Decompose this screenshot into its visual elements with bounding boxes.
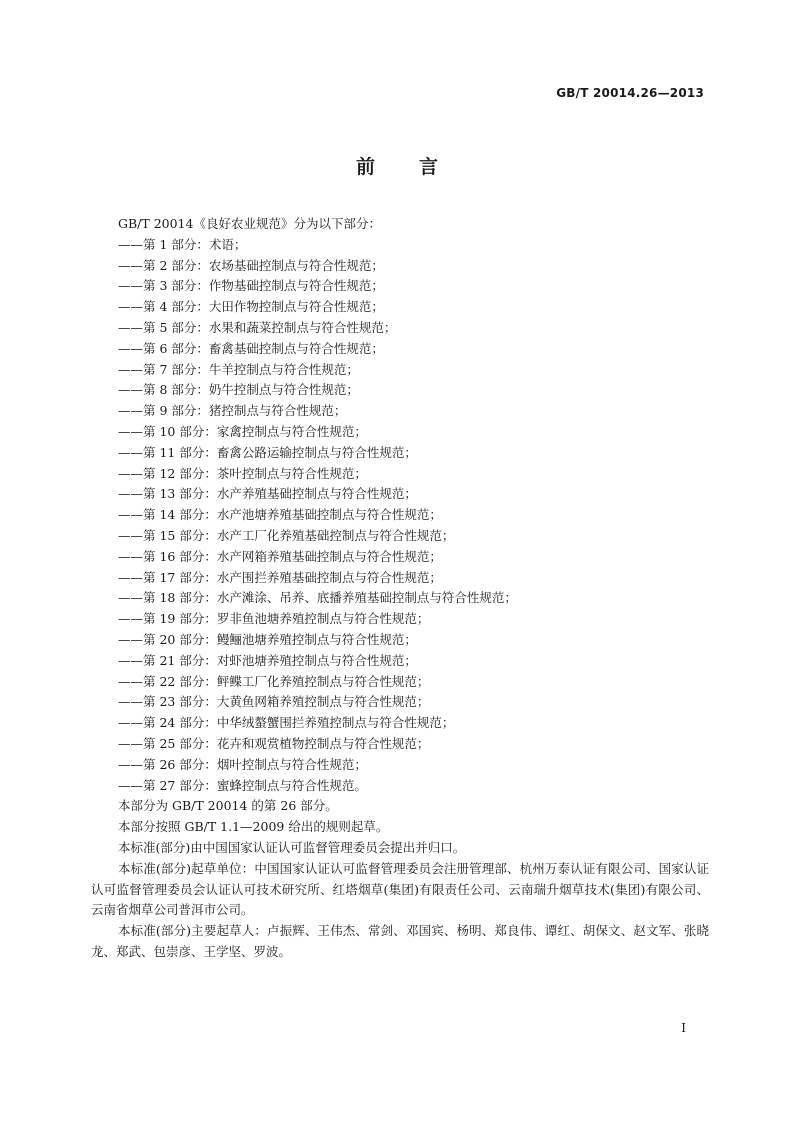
list-item: ——第 27 部分：蜜蜂控制点与符合性规范。	[118, 777, 367, 793]
list-item: ——第 11 部分：畜禽公路运输控制点与符合性规范；	[118, 444, 417, 460]
page-number: I	[681, 1021, 686, 1035]
list-item: ——第 4 部分：大田作物控制点与符合性规范；	[118, 299, 384, 315]
list-item: ——第 25 部分：花卉和观赏植物控制点与符合性规范；	[118, 735, 430, 751]
list-item: ——第 5 部分：水果和蔬菜控制点与符合性规范；	[118, 319, 397, 335]
drafters-paragraph: 本标准(部分)主要起草人：卢振辉、王伟杰、常剑、邓国宾、杨明、郑良伟、谭红、胡保文、赵文军、张晓龙、郑武、包崇彦、王学坚、罗波。	[91, 923, 709, 959]
list-item: ——第 1 部分：术语；	[118, 236, 247, 252]
list-item: ——第 12 部分：茶叶控制点与符合性规范；	[118, 465, 367, 481]
list-item: ——第 20 部分：鳗鲡池塘养殖控制点与符合性规范；	[118, 631, 417, 647]
list-item: ——第 23 部分：大黄鱼网箱养殖控制点与符合性规范；	[118, 694, 430, 710]
foreword-body	[91, 214, 709, 963]
list-item: ——第 19 部分：罗非鱼池塘养殖控制点与符合性规范；	[118, 611, 430, 627]
intro-line: GB/T 20014《良好农业规范》分为以下部分：	[118, 216, 381, 231]
list-item: ——第 10 部分：家禽控制点与符合性规范；	[118, 423, 367, 439]
list-item: ——第 18 部分：水产滩涂、吊养、底播养殖基础控制点与符合性规范；	[118, 590, 517, 606]
list-item: ——第 8 部分：奶牛控制点与符合性规范；	[118, 382, 359, 398]
list-item: ——第 21 部分：对虾池塘养殖控制点与符合性规范；	[118, 652, 417, 668]
list-item: ——第 24 部分：中华绒螯蟹围拦养殖控制点与符合性规范；	[118, 715, 455, 731]
page-title: 前言	[355, 156, 482, 178]
list-item: ——第 13 部分：水产养殖基础控制点与符合性规范；	[118, 486, 417, 502]
list-item: ——第 9 部分：猪控制点与符合性规范；	[118, 403, 347, 419]
drafting-units-paragraph: 本标准(部分)起草单位：中国国家认证认可监督管理委员会注册管理部、杭州万泰认证有限公司、国家认证认可监督管理委员会认证认可技术研究所、红塔烟草(集团)有限责任公司、云南瑞升烟草技术(集团)有限公司、云南省烟草公司普洱市公司。	[91, 860, 709, 918]
list-item: ——第 14 部分：水产池塘养殖基础控制点与符合性规范；	[118, 507, 442, 523]
list-item: ——第 15 部分：水产工厂化养殖基础控制点与符合性规范；	[118, 527, 455, 543]
proposer-statement: 本标准(部分)由中国国家认证认可监督管理委员会提出并归口。	[118, 839, 466, 855]
list-item: ——第 22 部分：鲆鲽工厂化养殖控制点与符合性规范；	[118, 673, 430, 689]
standard-code: GB/T 20014.26—2013	[556, 86, 704, 100]
list-item: ——第 6 部分：畜禽基础控制点与符合性规范；	[118, 340, 384, 356]
parts-list	[91, 235, 709, 797]
part-of-statement: 本部分为 GB/T 20014 的第 26 部分。	[118, 798, 338, 814]
list-item: ——第 16 部分：水产网箱养殖基础控制点与符合性规范；	[118, 548, 442, 564]
list-item: ——第 26 部分：烟叶控制点与符合性规范；	[118, 756, 367, 772]
list-item: ——第 3 部分：作物基础控制点与符合性规范；	[118, 278, 384, 294]
list-item: ——第 17 部分：水产围拦养殖基础控制点与符合性规范；	[118, 569, 442, 585]
list-item: ——第 7 部分：牛羊控制点与符合性规范；	[118, 361, 359, 377]
drafting-rules-statement: 本部分按照 GB/T 1.1—2009 给出的规则起草。	[118, 819, 389, 835]
list-item: ——第 2 部分：农场基础控制点与符合性规范；	[118, 257, 384, 273]
